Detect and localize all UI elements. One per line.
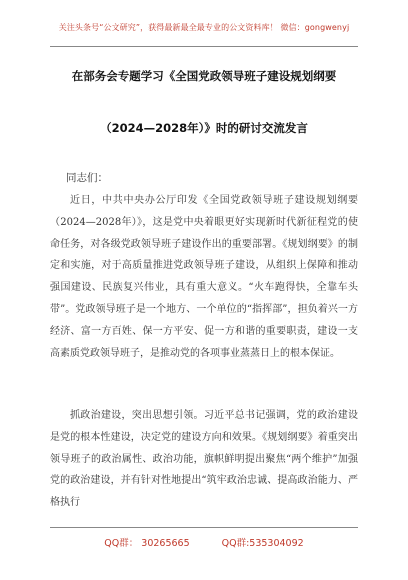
- document-title-line-2: （2024—2028年）》时的研讨交流发言: [100, 121, 308, 135]
- paragraph: 抓政治建设，突出思想引领。习近平总书记强调，党的政治建设是党的根本性建设，决定党的建设方向和效果。《规划纲要》着重突出领导班子的政治属性、政治功能，旗帜鲜明提出聚焦“两个维护”加强党的政治建设，并有针对性地提出“筑牢政治忠诚、提高政治能力、严格执行: [50, 410, 358, 509]
- paragraph-1-block: [50, 190, 358, 364]
- footer: [0, 535, 408, 549]
- document-title-line-1: 在部务会专题学习《全国党政领导班子建设规划纲要: [71, 69, 337, 83]
- footer-divider: [50, 527, 358, 528]
- footer-qq-group-2: QQ群:535304092: [221, 538, 304, 549]
- header-banner: 关注头条号“公文研究”，获得最新最全最专业的公文资料库！ 微信：gongwenyj: [58, 23, 350, 32]
- paragraph-2-block: [50, 405, 358, 514]
- header-divider: [50, 46, 358, 47]
- paragraph: 近日，中共中央办公厅印发《全国党政领导班子建设规划纲要（2024—2028年）》，这是党中央着眼更好实现新时代新征程党的使命任务，对各级党政领导班子建设作出的重要部署。《规划纲要》的制定和实施，对于高质量推进党政领导班子建设，从组织上保障和推动强国建设、民族复兴伟业，具有重大意义。“火车跑得快，全靠车头带”。党政领导班子是一个地方、一个单位的“指挥部”，担负着兴一方经济、富一方百姓、保一方平安、促一方和谐的重要职责，建设一支高素质党政领导班子，是推动党的各项事业蒸蒸日上的根本保证。: [50, 195, 358, 359]
- greeting: 同志们：: [66, 172, 108, 184]
- footer-qq-group-1: QQ群： 30265665: [104, 538, 190, 549]
